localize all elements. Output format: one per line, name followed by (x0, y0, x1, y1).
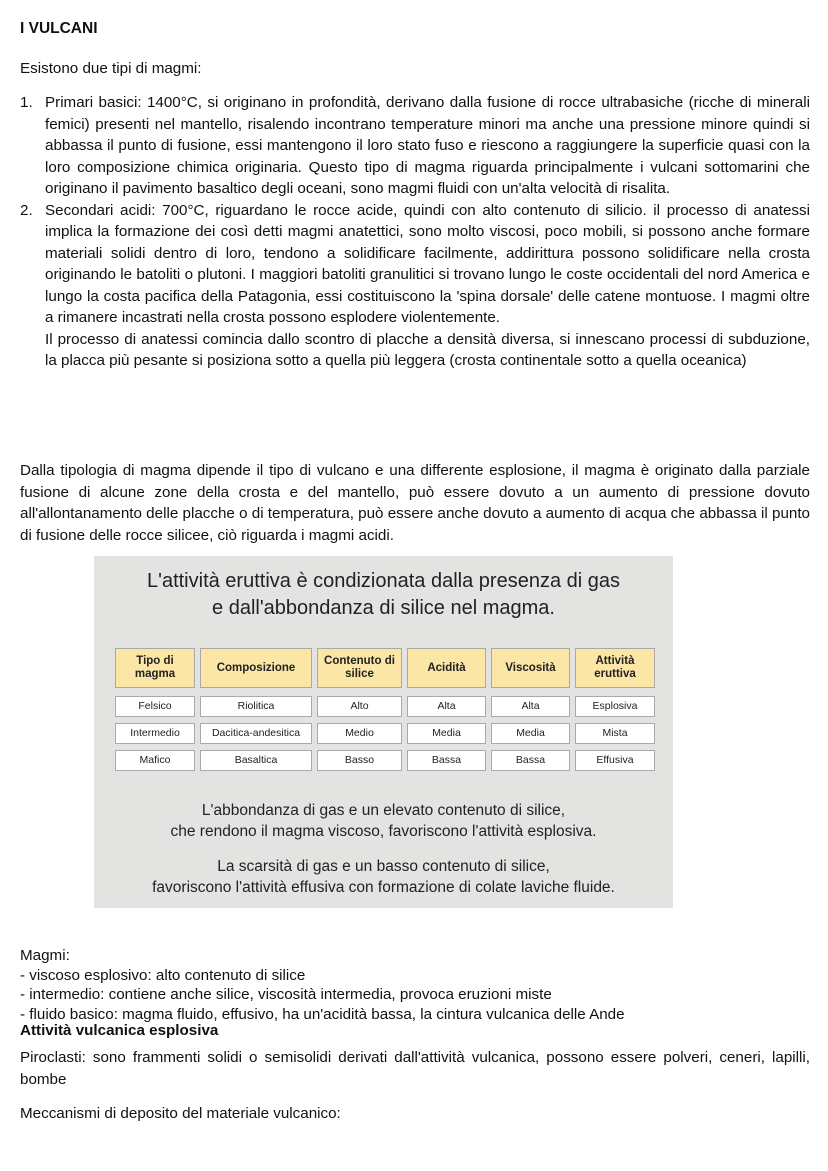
section-heading: Attività vulcanica esplosiva (20, 1022, 219, 1039)
meccanismi-text: Meccanismi di deposito del materiale vulcanico: (20, 1105, 341, 1122)
figure-note-effusive: La scarsità di gas e un basso contenuto di silice, favoriscono l'attività effusiva con formazione di colate laviche fluide. (152, 858, 615, 896)
table-header: Tipo di magma (115, 648, 195, 688)
table-cell: Bassa (407, 750, 486, 771)
table-header: Viscosità (491, 648, 570, 688)
magmi-summary (20, 946, 625, 1024)
magma-types-list (20, 92, 810, 372)
intro-text: Esistono due tipi di magmi: (20, 60, 202, 77)
table-cell: Alto (317, 696, 402, 717)
magmi-item: - viscoso esplosivo: alto contenuto di silice (20, 966, 306, 984)
table-cell: Effusiva (575, 750, 655, 771)
table-header: Acidità (407, 648, 486, 688)
body-paragraph: Dalla tipologia di magma dipende il tipo di vulcano e una differente esplosione, il magma è originato dalla parziale fusione di alcune zone della crosta e del mantello, può essere dovuto a un aumento di pressione dovuto all'allontanamento delle placche o di temperatura, può essere anche dovuto a aumento di acqua che abbassa il punto di fusione delle rocce silicee, ciò riguarda i magmi acidi. (20, 462, 810, 544)
magmi-item: - fluido basico: magma fluido, effusivo, ha un'acidità bassa, la cintura vulcanica delle Ande (20, 1005, 625, 1023)
table-cell: Basaltica (200, 750, 312, 771)
table-cell: Riolitica (200, 696, 312, 717)
table-cell: Media (407, 723, 486, 744)
table-header: Composizione (200, 648, 312, 688)
table-cell: Mafico (115, 750, 195, 771)
table-cell: Mista (575, 723, 655, 744)
list-item-primari (20, 92, 810, 200)
list-number: 1. (20, 94, 33, 111)
document-title: I VULCANI (20, 20, 98, 37)
table-cell: Intermedio (115, 723, 195, 744)
table-cell: Esplosiva (575, 696, 655, 717)
table-cell: Medio (317, 723, 402, 744)
piroclasti-paragraph: Piroclasti: sono frammenti solidi o semisolidi derivati dall'attività vulcanica, possono essere polveri, ceneri, lapilli, bombe (20, 1049, 810, 1088)
table-cell: Felsico (115, 696, 195, 717)
magmi-item: - intermedio: contiene anche silice, viscosità intermedia, provoca eruzioni miste (20, 986, 552, 1003)
list-number: 2. (20, 201, 33, 219)
table-cell: Alta (491, 696, 570, 717)
list-item-secondari (20, 200, 810, 372)
table-cell: Alta (407, 696, 486, 717)
table-cell: Bassa (491, 750, 570, 771)
list-item-text: Primari basici: 1400°C, si originano in profondità, derivano dalla fusione di rocce ultrabasiche (ricche di minerali femici) presenti nel mantello, risalendo incontrano temperature minori ma anche una pressione minore quindi si abbassa il punto di fusione, essi mantengono il loro stato fuso e riescono a raggiungere la superficie quasi con la loro composizione chimica originaria. Questo tipo di magma riguarda principalmente i vulcani sottomarini che originano il pavimento basaltico degli oceani, sono magmi fluidi con un'alta velocità di risalita. (45, 94, 810, 197)
eruptive-activity-figure (94, 556, 673, 908)
table-cell: Dacitica-andesitica (200, 723, 312, 744)
list-item-text: Secondari acidi: 700°C, riguardano le rocce acide, quindi con alto contenuto di silicio. il processo di anatessi implica la formazione dei così detti magmi anatettici, sono molto viscosi, poco mobili, si possono anche formare materiali solidi dentro di loro, tendono a solidificare facilmente, addirittura possono solidificare nella crosta originando le batoliti o plutoni. I maggiori batoliti granulitici si trovano lungo le coste occidentali del nord America e lungo la costa pacifica della Patagonia, essi costituiscono la 'spina dorsale' delle catene montuose. I magmi oltre a rimanere incastrati nella crosta possono esplodere violentemente. (45, 201, 810, 326)
table-header: Contenuto di silice (317, 648, 402, 688)
table-cell: Media (491, 723, 570, 744)
figure-title: L'attività eruttiva è condizionata dalla presenza di gas e dall'abbondanza di silice nel magma. (147, 570, 620, 619)
list-item-text-continued: Il processo di anatessi comincia dallo scontro di placche a densità diversa, si innescano processi di subduzione, la placca più pesante si posiziona sotto a quella più leggera (crosta continentale sotto a quella oceanica) (45, 330, 810, 369)
magmi-heading: Magmi: (20, 947, 70, 964)
table-cell: Basso (317, 750, 402, 771)
table-header: Attività eruttiva (575, 648, 655, 688)
figure-note-explosive: L'abbondanza di gas e un elevato contenuto di silice, che rendono il magma viscoso, favoriscono l'attività esplosiva. (170, 802, 597, 840)
